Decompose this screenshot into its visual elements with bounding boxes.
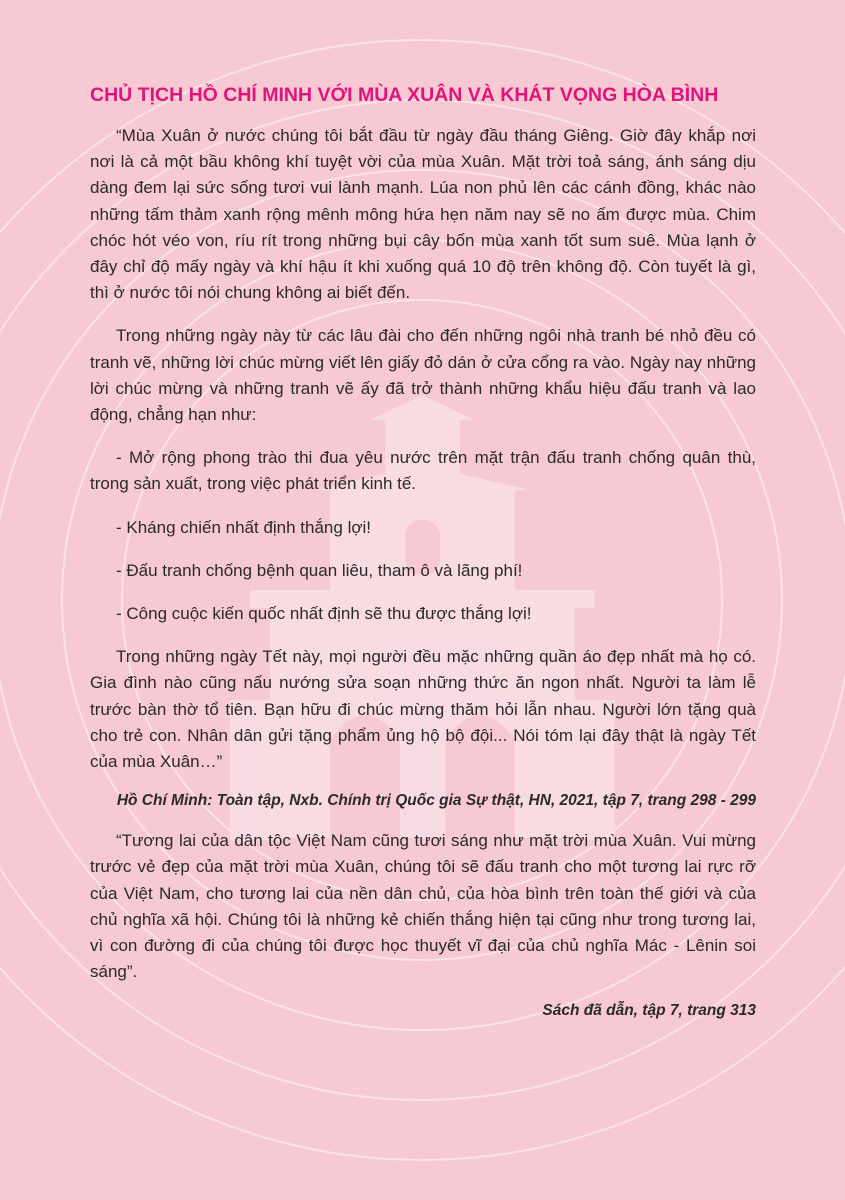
paragraph-greetings: Trong những ngày này từ các lâu đài cho đến những ngôi nhà tranh bé nhỏ đều có tranh vẽ, những lời chúc mừng viết lên giấy đỏ dán ở cửa cổng ra vào. Ngày nay những lời chúc mừng và những tranh vẽ ấy đã trở thành những khẩu hiệu đấu tranh và lao động, chẳng hạn như: bbox=[90, 326, 756, 425]
slogan-item: - Mở rộng phong trào thi đua yêu nước trên mặt trận đấu tranh chống quân thù, trong sản xuất, trong việc phát triển kinh tế. bbox=[90, 448, 756, 494]
page-title: CHỦ TỊCH HỒ CHÍ MINH VỚI MÙA XUÂN VÀ KHÁT VỌNG HÒA BÌNH bbox=[90, 84, 719, 106]
article bbox=[90, 84, 756, 1038]
slogan-item: - Kháng chiến nhất định thắng lợi! bbox=[116, 517, 371, 537]
paragraph-tet: Trong những ngày Tết này, mọi người đều mặc những quần áo đẹp nhất mà họ có. Gia đình nào cũng nấu nướng sửa soạn những thức ăn ngon nhất. Người ta làm lễ trước bàn thờ tổ tiên. Bạn hữu đi chúc mừng thăm hỏi lẫn nhau. Người lớn tặng quà cho trẻ con. Nhân dân gửi tặng phẩm ủng hộ bộ đội... Nói tóm lại đây thật là ngày Tết của mùa Xuân…” bbox=[90, 647, 756, 772]
source-citation: Hồ Chí Minh: Toàn tập, Nxb. Chính trị Quốc gia Sự thật, HN, 2021, tập 7, trang 298 - 299 bbox=[116, 792, 756, 810]
paragraph-intro: “Mùa Xuân ở nước chúng tôi bắt đầu từ ngày đầu tháng Giêng. Giờ đây khắp nơi nơi là cả một bầu không khí tuyệt vời của mùa Xuân. Mặt trời toả sáng, ánh sáng dịu dàng đem lại sức sống tươi vui lành mạnh. Lúa non phủ lên các cánh đồng, khác nào những tấm thảm xanh rộng mênh mông hứa hẹn năm nay sẽ no ấm được mùa. Chim chóc hót véo von, ríu rít trong những bụi cây bốn mùa xanh tốt sum suê. Mùa lạnh ở đây chỉ độ mấy ngày và khí hậu ít khi xuống quá 10 độ trên không độ. Còn tuyết là gì, thì ở nước tôi nói chung không ai biết đến. bbox=[90, 126, 756, 303]
source-citation: Sách đã dẫn, tập 7, trang 313 bbox=[542, 1002, 756, 1020]
slogan-item: - Công cuộc kiến quốc nhất định sẽ thu được thắng lợi! bbox=[116, 604, 532, 624]
paragraph-future: “Tương lai của dân tộc Việt Nam cũng tươi sáng như mặt trời mùa Xuân. Vui mừng trước vẻ đẹp của mặt trời mùa Xuân, chúng tôi sẽ đấu tranh cho một tương lai rực rỡ của Việt Nam, cho tương lai của nền dân chủ, của hòa bình trên toàn thế giới và của chủ nghĩa xã hội. Chúng tôi là những kẻ chiến thắng hiện tại cũng như trong tương lai, vì con đường đi của chúng tôi được học thuyết vĩ đại của chủ nghĩa Mác - Lênin soi sáng”. bbox=[90, 831, 756, 982]
slogan-item: - Đấu tranh chống bệnh quan liêu, tham ô và lãng phí! bbox=[116, 560, 523, 580]
